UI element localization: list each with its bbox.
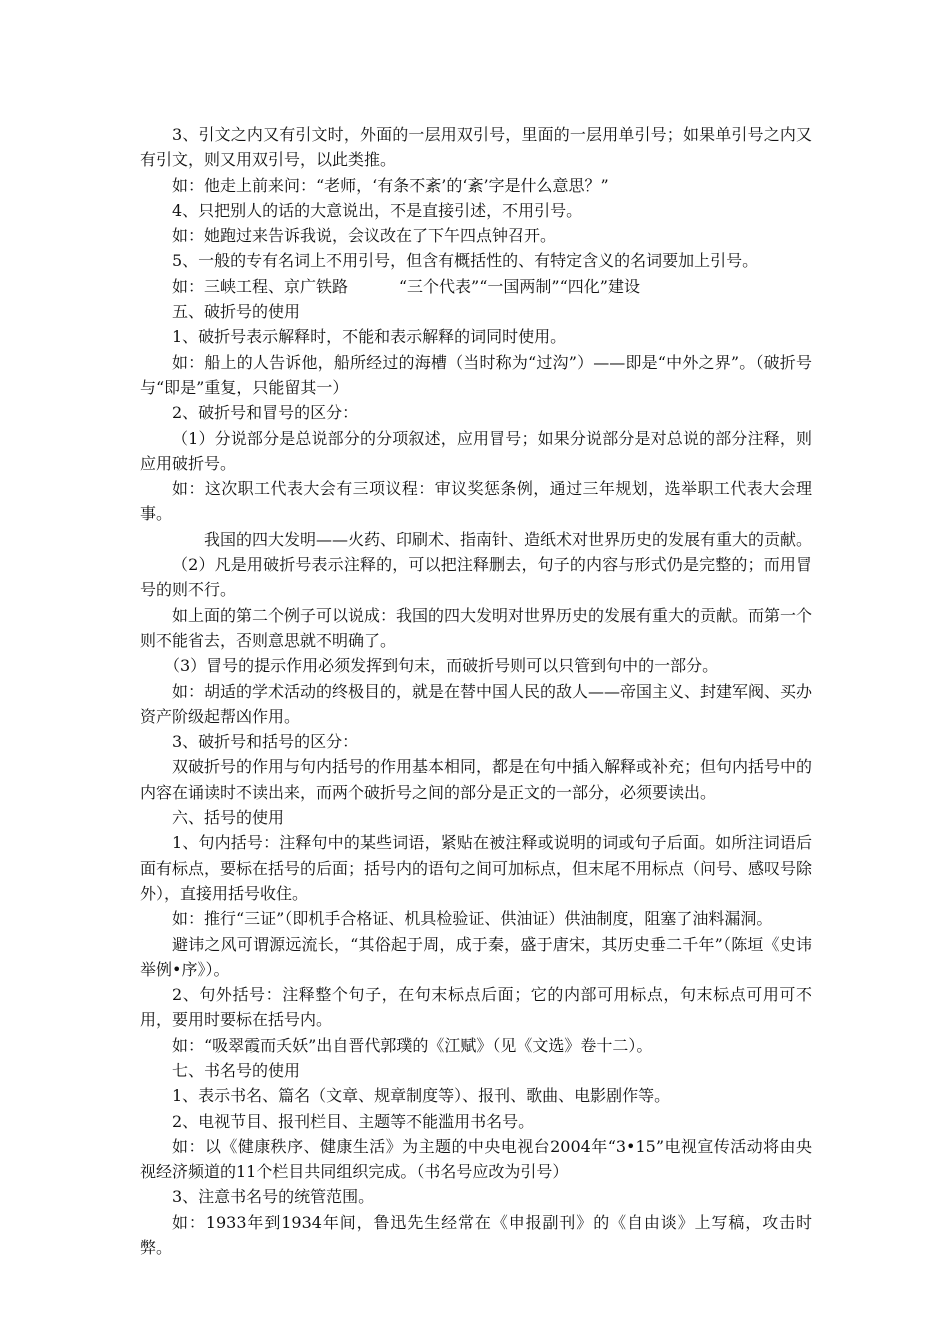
paragraph-inner-bracket-example-2: 避讳之风可谓源远流长，“其俗起于周，成于秦，盛于唐宋，其历史垂二千年”（陈垣《史讳举例•序》）。 [140,934,812,979]
document-body [140,122,812,1260]
paragraph-quote-nesting-rule: 3、引文之内又有引文时，外面的一层用双引号，里面的一层用单引号；如果单引号之内又有引文，则又用双引号，以此类推。 [140,125,812,170]
paragraph-outer-bracket-example: 如：“吸翠霞而夭妖”出自晋代郭璞的《江赋》（见《文选》卷十二）。 [172,1035,653,1055]
paragraph-inner-bracket-rule: 1、句内括号：注释句中的某些词语，紧贴在被注释或说明的词或句子后面。如所注词语后面有标点，要标在括号的后面；括号内的语句之间可加标点，但末尾不用标点（问号、感叹号除外），直接用括号收住。 [140,833,813,903]
paragraph-title-marks-rule-1: 1、表示书名、篇名（文章、规章制度等）、报刊、歌曲、电影剧作等。 [172,1086,671,1106]
paragraph-indirect-speech-rule: 4、只把别人的话的大意说出，不是直接引述，不用引号。 [172,200,583,220]
paragraph-outer-bracket-rule: 2、句外括号：注释整个句子，在句末标点后面；它的内部可用标点，句末标点可用可不用，要用时要标在括号内。 [140,985,812,1030]
paragraph-dash-colon-rule-1: （1）分说部分是总说部分的分项叙述，应用冒号；如果分说部分是对总说的部分注释，则应用破折号。 [140,428,812,473]
paragraph-dash-colon-rule-3: （3）冒号的提示作用必须发挥到句末，而破折号则可以只管到句中的一部分。 [164,656,719,676]
paragraph-dash-colon-example-2: 我国的四大发明——火药、印刷术、指南针、造纸术对世界历史的发展有重大的贡献。 [204,529,813,549]
paragraph-proper-noun-rule: 5、一般的专有名词上不用引号，但含有概括性的、有特定含义的名词要加上引号。 [172,251,759,271]
paragraph-dash-example-1: 如：船上的人告诉他，船所经过的海槽（当时称为“过沟”）——即是“中外之界”。（破折号与“即是”重复，只能留其一） [140,352,812,397]
paragraph-title-marks-rule-3: 3、注意书名号的统管范围。 [172,1187,375,1207]
paragraph-title-marks-example-1: 如：以《健康秩序、健康生活》为主题的中央电视台2004年“3•15”电视宣传活动将由央视经济频道的11个栏目共同组织完成。（书名号应改为引号） [140,1136,812,1182]
section-heading-brackets: 六、括号的使用 [172,808,285,828]
paragraph-dash-bracket-rule: 双破折号的作用与句内括号的作用基本相同，都是在句中插入解释或补充；但句内括号中的内容在诵读时不读出来，而两个破折号之间的部分是正文的一部分，必须要读出。 [140,757,813,802]
paragraph-dash-colon-heading: 2、破折号和冒号的区分： [172,403,359,423]
paragraph-proper-noun-example: 如：三峡工程、京广铁路 “三个代表”“一国两制”“四化”建设 [172,276,640,296]
section-heading-dash: 五、破折号的使用 [172,302,301,322]
paragraph-inner-bracket-example-1: 如：推行“三证”（即机手合格证、机具检验证、供油证）供油制度，阻塞了油料漏洞。 [172,909,773,929]
paragraph-dash-bracket-heading: 3、破折号和括号的区分： [172,732,359,752]
paragraph-dash-colon-example-1: 如：这次职工代表大会有三项议程：审议奖惩条例，通过三年规划，选举职工代表大会理事。 [140,479,812,524]
paragraph-dash-colon-rule-2: （2）凡是用破折号表示注释的，可以把注释删去，句子的内容与形式仍是完整的；而用冒号的则不行。 [140,555,812,600]
section-heading-title-marks: 七、书名号的使用 [172,1060,301,1080]
paragraph-title-marks-rule-2: 2、电视节目、报刊栏目、主题等不能滥用书名号。 [172,1111,535,1131]
paragraph-dash-rule-1: 1、破折号表示解释时，不能和表示解释的词同时使用。 [172,327,567,347]
paragraph-title-marks-example-2: 如：1933年到1934年间，鲁迅先生经常在《申报副刊》的《自由谈》上写稿，攻击时弊。 [140,1212,812,1258]
paragraph-dash-colon-example-3: 如：胡适的学术活动的终极目的，就是在替中国人民的敌人——帝国主义、封建军阀、买办资产阶级起帮凶作用。 [140,681,813,726]
paragraph-indirect-speech-example: 如：她跑过来告诉我说，会议改在了下午四点钟召开。 [172,226,557,246]
paragraph-dash-colon-explanation: 如上面的第二个例子可以说成：我国的四大发明对世界历史的发展有重大的贡献。而第一个则不能省去，否则意思就不明确了。 [140,605,813,650]
paragraph-quote-nesting-example: 如：他走上前来问：“老师，‘有条不紊’的‘紊’字是什么意思？” [172,175,609,195]
